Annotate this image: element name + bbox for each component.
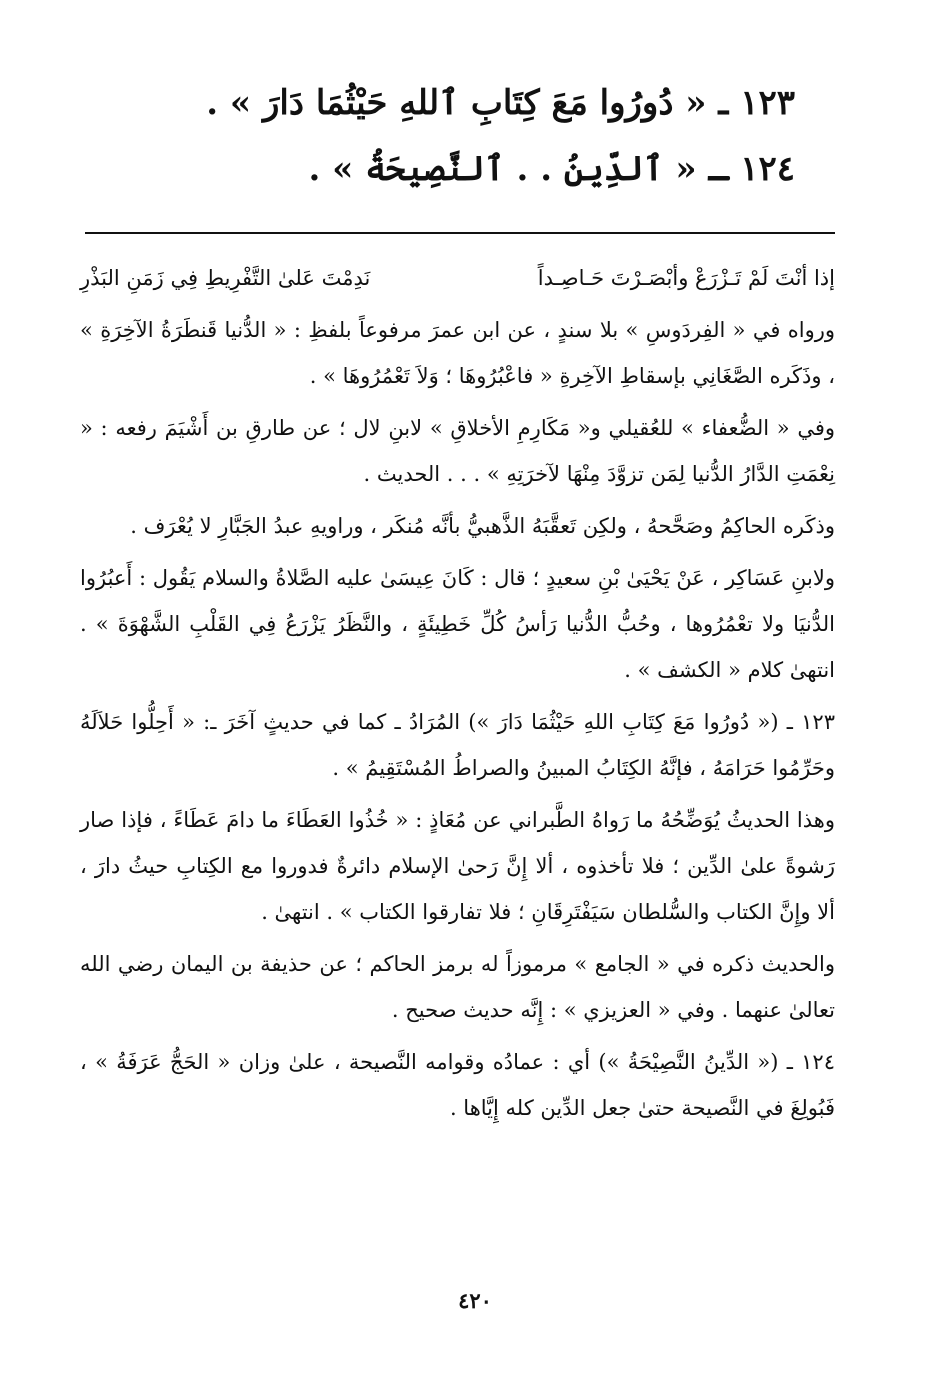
- note-paragraph-8: ١٢٤ ـ (« الدِّينُ النَّصِيْحَةُ ») أي : عمادُه وقوامه النَّصيحة ، علىٰ وزان « الحَجُّ عَرَفَةُ » ، فَبُولِغَ في النَّصيحة حتىٰ جعل الدِّين كله إِيَّاها .: [80, 1050, 835, 1120]
- note-paragraph-4: ولابنِ عَسَاكِر ، عَنْ يَحْيَىٰ بْنِ سعيدٍ ؛ قال : كَانَ عِيسَىٰ عليه الصَّلاةُ والسلام يَقُول : أَعبُرُوا الدُّنيَا ولا تعْمُرُوها ، وحُبُّ الدُّنيا رَأسُ كُلِّ خَطِيئَةٍ ، والنَّظَرُ يَزْرَعُ فِي القَلْبِ الشَّهْوَةَ » . انتهىٰ كلام « الكشف » .: [80, 566, 835, 682]
- poem-hemistich-left: نَدِمْتَ عَلىٰ التَّفْرِيطِ فِي زَمَنِ البَذْرِ: [80, 266, 371, 290]
- note-paragraph-2: وفي « الضُّعفاء » للعُقيلي و« مَكَارِمِ الأخلاقِ » لابنِ لال ؛ عن طارقِ بن أَشْيَمَ رفعه : « نِعْمَتِ الدَّارُ الدُّنيا لِمَن تزوَّدَ مِنْهَا لآخرَتِهِ » . . . الحديث .: [80, 416, 835, 486]
- poem-hemistich-right: إذا أنْتَ لَمْ تَـزْرَعْ وأبْصَـرْتَ حَـاصِـداً: [537, 266, 835, 290]
- hadith-123: ١٢٣ ـ « دُورُوا مَعَ كِتَابِ ٱللهِ حَيْثُمَا دَارَ » .: [206, 83, 795, 123]
- footnote-divider: [85, 232, 835, 234]
- note-paragraph-5: ١٢٣ ـ (« دُورُوا مَعَ كِتَابِ اللهِ حَيْثُمَا دَارَ ») المُرَادُ ـ كما في حديثٍ آخَرَ ـ: « أَحِلُّوا حَلاَلَهُ وحَرِّمُوا حَرَامَهُ ، فإنَّهُ الكِتَابُ المبينُ والصراطُ المُسْتَقِيمُ » .: [80, 710, 835, 780]
- note-paragraph-6: وهذا الحديثُ يُوَضِّحُهُ ما رَواهُ الطَّبراني عن مُعَاذٍ : « خُذُوا العَطَاءَ ما دامَ عَطَاءً ، فإذا صار رَشوةً علىٰ الدِّين ؛ فلا تأخذوه ، ألا إِنَّ رَحىٰ الإسلام دائرةٌ فدوروا مع الكِتابِ حيثُ دارَ ، ألا وإِنَّ الكتاب والسُّلطان سَيَفْتَرِقَانِ ؛ فلا تفارقوا الكتاب » . انتهىٰ .: [80, 808, 835, 924]
- page-number: ٤٢٠: [458, 1288, 492, 1313]
- poem-verse: [80, 255, 835, 301]
- note-paragraph-7: والحديث ذكره في « الجامع » مرموزاً له برمز الحاكم ؛ عن حذيفة بن اليمان رضي الله تعالىٰ عنهما . وفي « العزيزي » : إِنَّه حديث صحيح .: [80, 952, 835, 1022]
- footnotes-block: [80, 255, 835, 1137]
- hadith-124: ١٢٤ ـ « ٱلدِّينُ . . ٱلنَّصِيحَةُ » .: [308, 149, 795, 189]
- note-paragraph-1: ورواه في « الفِردَوسِ » بلا سندٍ ، عن ابن عمرَ مرفوعاً بلفظِ : « الدُّنيا قَنطَرَةُ الآخِرَةِ » ، وذَكَره الصَّغَانِي بإسقاطِ الآخِرةِ « فاعْبُرُوهَا ؛ وَلاَ تَعْمُرُوهَا » .: [80, 318, 835, 388]
- note-paragraph-3: وذكَره الحاكِمُ وصَحَّحهُ ، ولكِن تَعقَّبَهُ الذَّهبيُّ بأنَّه مُنكَر ، وراويهِ عبدُ الجَبَّارِ لا يُعْرَف .: [130, 514, 835, 538]
- main-text-block: [80, 70, 835, 202]
